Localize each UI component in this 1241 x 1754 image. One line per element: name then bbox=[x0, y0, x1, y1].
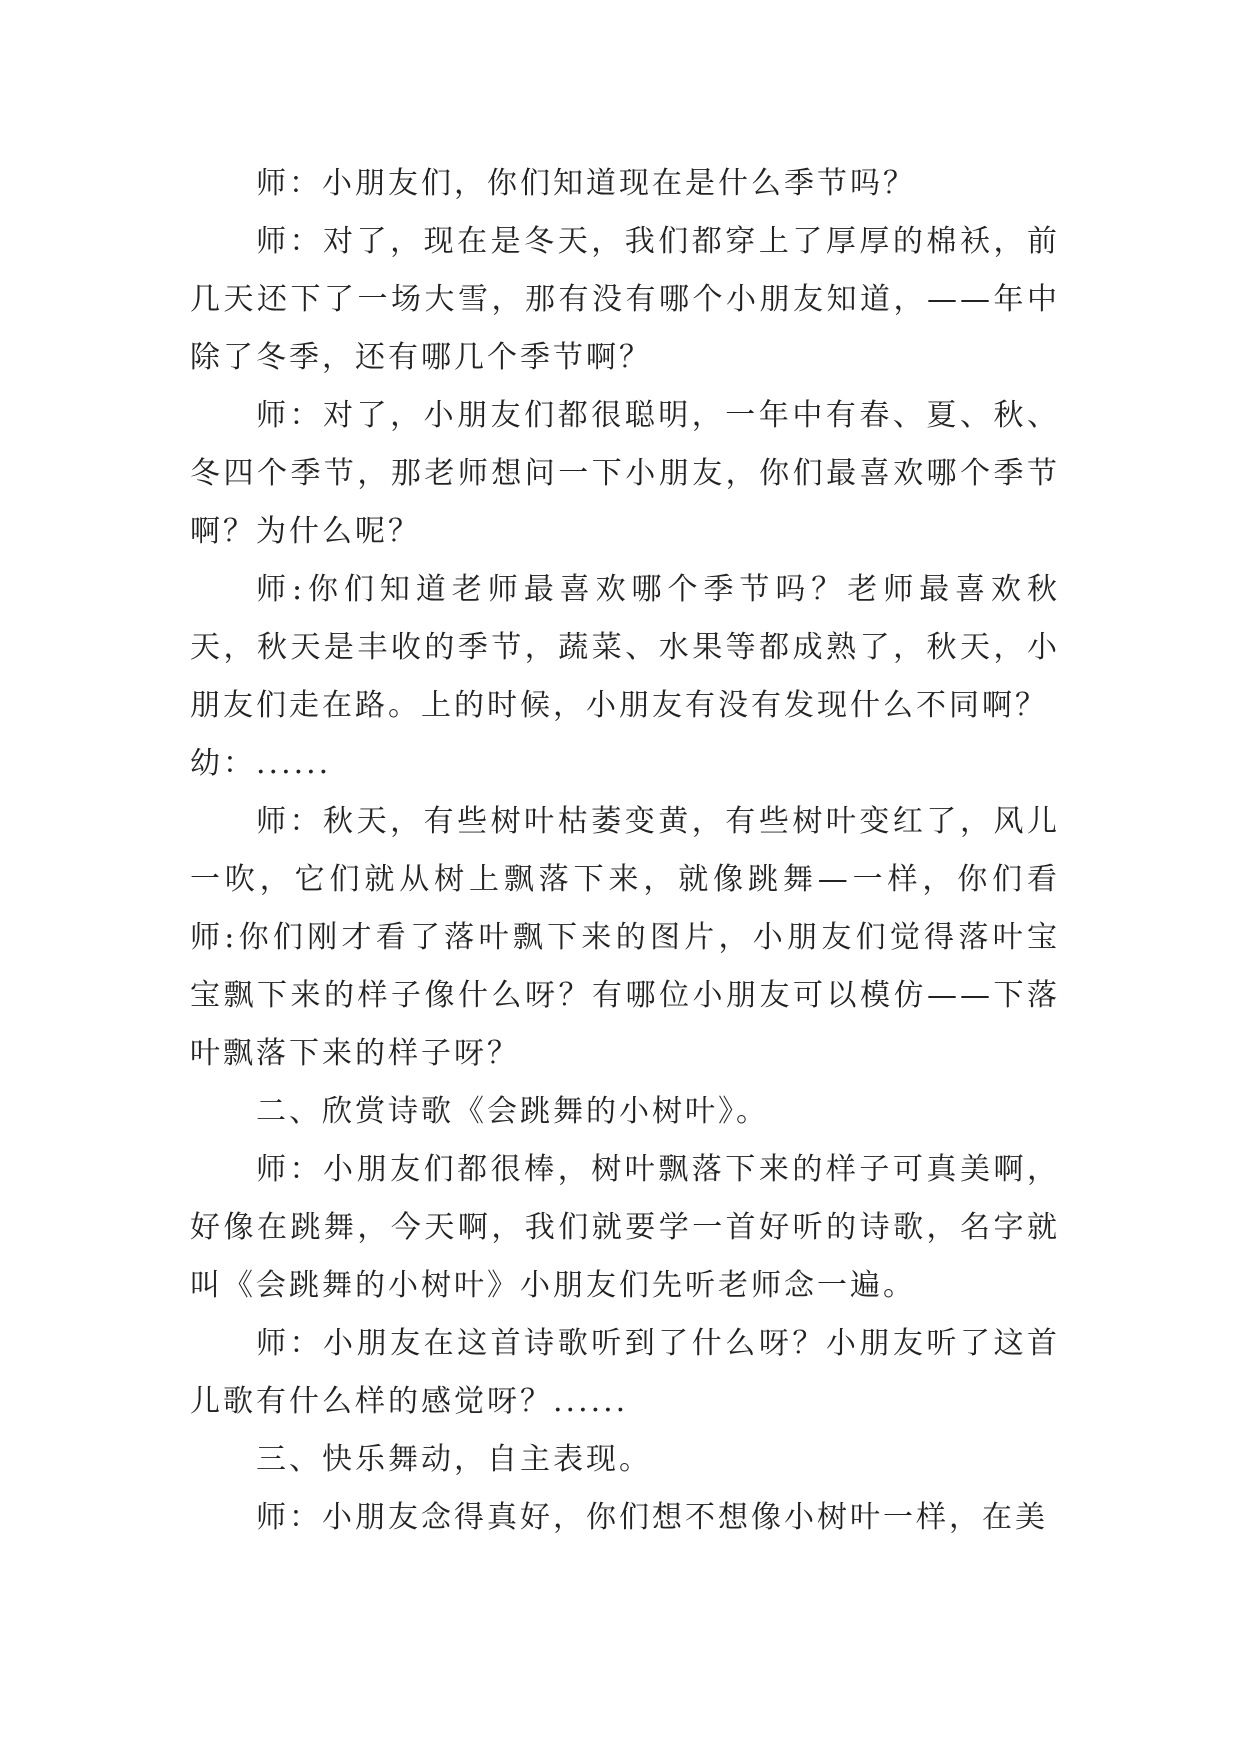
paragraph-3: 师：对了，小朋友们都很聪明，一年中有春、夏、秋、冬四个季节，那老师想问一下小朋友，你们最喜欢哪个季节啊？为什么呢？ bbox=[190, 398, 1060, 549]
paragraph-6: 师：秋天，有些树叶枯萎变黄，有些树叶变红了，风儿一吹，它们就从树上飘落下来，就像跳舞—一样，你们看师:你们刚才看了落叶飘下来的图片，小朋友们觉得落叶宝宝飘下来的样子像什么呀？有哪位小朋友可以模仿——下落叶飘落下来的样子呀？ bbox=[190, 804, 1060, 1071]
paragraph-9: 师：小朋友在这首诗歌听到了什么呀？小朋友听了这首儿歌有什么样的感觉呀？...... bbox=[190, 1326, 1060, 1419]
paragraph-5: 幼：...... bbox=[190, 746, 332, 781]
paragraph-11: 师：小朋友念得真好，你们想不想像小树叶一样，在美 bbox=[256, 1500, 1048, 1535]
document-body bbox=[190, 155, 1060, 1547]
section-heading-3: 三、快乐舞动，自主表现。 bbox=[256, 1442, 652, 1477]
paragraph-8: 师：小朋友们都很棒，树叶飘落下来的样子可真美啊，好像在跳舞，今天啊，我们就要学一首好听的诗歌，名字就叫《会跳舞的小树叶》小朋友们先听老师念一遍。 bbox=[190, 1152, 1060, 1303]
paragraph-4: 师:你们知道老师最喜欢哪个季节吗？老师最喜欢秋天，秋天是丰收的季节，蔬菜、水果等都成熟了，秋天，小朋友们走在路。上的时候，小朋友有没有发现什么不同啊？ bbox=[190, 572, 1060, 723]
paragraph-1: 师：小朋友们，你们知道现在是什么季节吗？ bbox=[256, 166, 916, 201]
section-heading-2: 二、欣赏诗歌《会跳舞的小树叶》。 bbox=[256, 1094, 769, 1129]
paragraph-2: 师：对了，现在是冬天，我们都穿上了厚厚的棉袄，前几天还下了一场大雪，那有没有哪个小朋友知道，——年中除了冬季，还有哪几个季节啊？ bbox=[190, 224, 1060, 375]
